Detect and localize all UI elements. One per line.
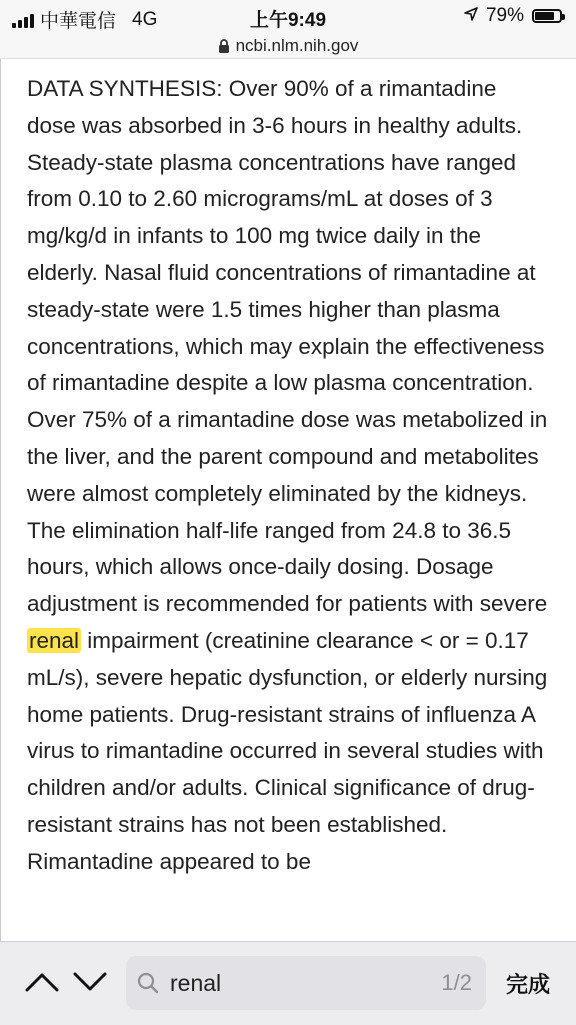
network-type: 4G xyxy=(132,8,158,30)
find-in-page-bar xyxy=(0,941,576,1025)
battery-icon xyxy=(532,9,562,23)
status-right xyxy=(464,5,562,27)
battery-fill xyxy=(535,12,554,20)
carrier-name: 中華電信 xyxy=(40,11,117,32)
article-text-after: impairment (creatinine clearance < or = 0.17 mL/s), severe hepatic dysfunction, or elderly nursing home patients. Drug-resistant strains of influenza A virus to rimantadine occurred in several studies with children and/or adults. Clinical significance of drug-resistant strains has not been established. Rimantadine appeared to be xyxy=(27,627,548,874)
find-field[interactable] xyxy=(126,956,486,1010)
article-text-before: DATA SYNTHESIS: Over 90% of a rimantadine dose was absorbed in 3-6 hours in healthy adults. Steady-state plasma concentrations have ranged from 0.10 to 2.60 micrograms/mL at doses of 3 mg/kg/d in infants to 100 mg twice daily in the elderly. Nasal fluid concentrations of rimantadine at steady-state were 1.5 times higher than plasma concentrations, which may explain the effectiveness of rimantadine despite a low plasma concentration. Over 75% of a rimantadine dose was metabolized in the liver, and the parent compound and metabolites were almost completely eliminated by the kidneys. The elimination half-life ranged from 24.8 to 36.5 hours, which allows once-daily dosing. Dosage adjustment is recommended for patients with severe xyxy=(27,76,548,617)
lock-icon xyxy=(218,39,230,53)
chevron-up-icon xyxy=(24,971,60,993)
search-highlight: renal xyxy=(29,627,80,653)
status-time: 上午9:49 xyxy=(249,10,327,31)
status-bar xyxy=(0,0,576,34)
battery-percent: 79% xyxy=(485,5,524,26)
url-bar[interactable] xyxy=(0,34,576,59)
previous-match-button[interactable] xyxy=(22,964,62,1000)
done-button[interactable]: 完成 xyxy=(505,973,550,998)
url-domain: ncbi.nlm.nih.gov xyxy=(235,36,359,55)
find-input[interactable] xyxy=(168,969,412,998)
article-paragraph xyxy=(1,59,576,881)
search-icon xyxy=(136,971,160,995)
next-match-button[interactable] xyxy=(70,964,110,1000)
location-arrow-icon xyxy=(464,5,478,27)
match-count: 1/2 xyxy=(441,970,472,995)
chevron-down-icon xyxy=(72,971,108,993)
article-content xyxy=(0,59,576,941)
